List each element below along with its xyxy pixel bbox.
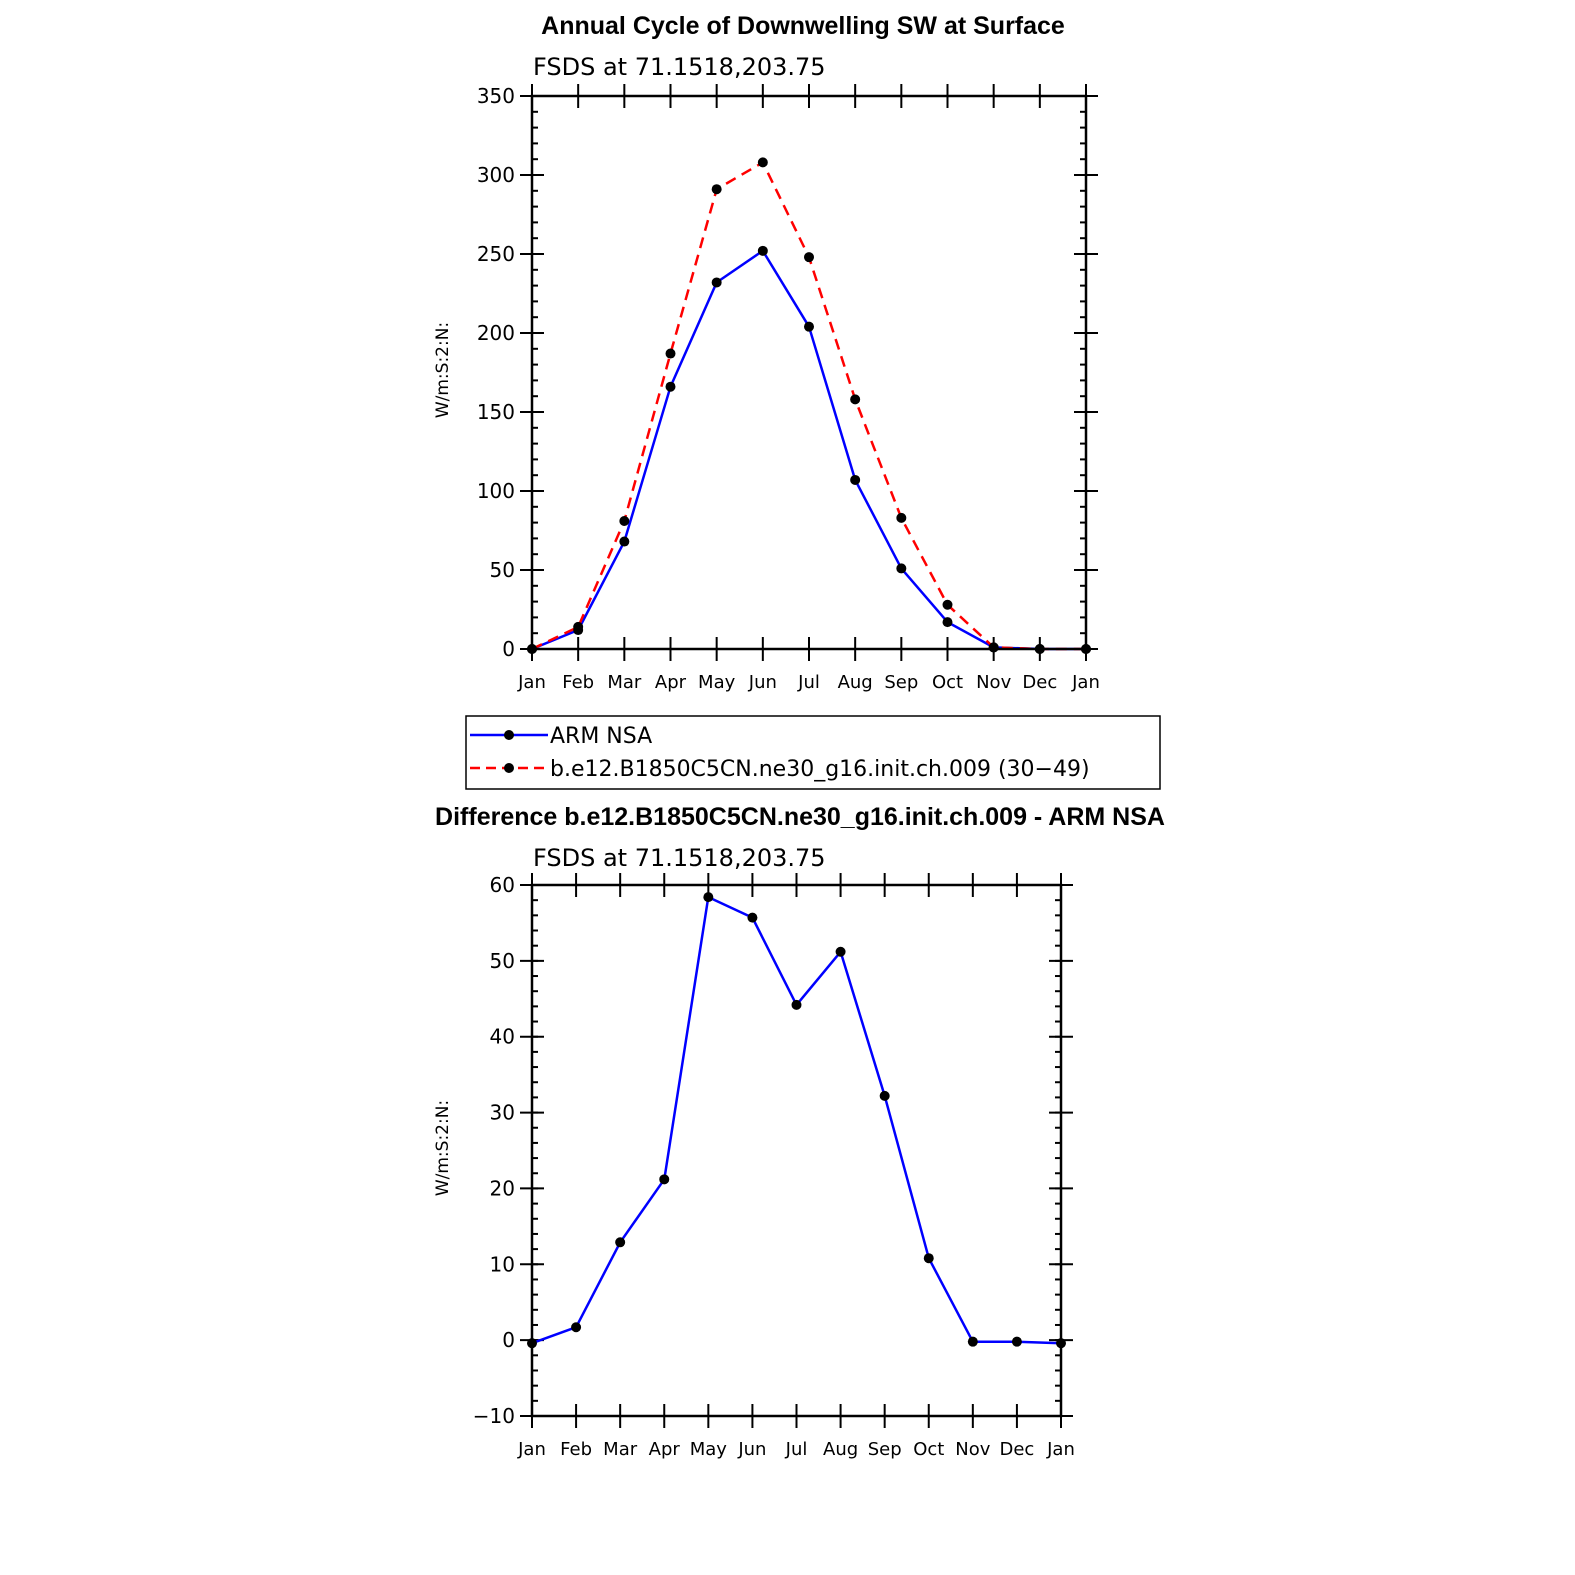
x-tick-label: Sep	[867, 1439, 902, 1460]
x-tick-label: Apr	[654, 672, 687, 693]
x-tick-label: Dec	[999, 1439, 1035, 1460]
x-tick-label: Jan	[518, 672, 546, 693]
x-tick-label: Jun	[738, 1439, 767, 1460]
legend-label-arm: ARM NSA	[550, 724, 653, 749]
annual-cycle-chart	[433, 12, 1100, 693]
chart1-subtitle: FSDS at 71.1518,203.75	[533, 53, 826, 81]
x-tick-label: Feb	[562, 672, 595, 693]
x-tick-label: Jul	[785, 1439, 808, 1460]
x-tick-label: Mar	[603, 1439, 638, 1460]
y-tick-label: 150	[476, 400, 515, 424]
series-line	[532, 251, 1086, 649]
data-point	[1012, 1337, 1022, 1347]
chart2-x-tick-labels	[517, 1439, 1075, 1460]
data-point	[943, 617, 953, 627]
data-point	[896, 563, 906, 573]
x-tick-label: Nov	[976, 672, 1012, 693]
data-point	[758, 246, 768, 256]
data-point	[712, 277, 722, 287]
data-point	[968, 1337, 978, 1347]
data-point	[666, 382, 676, 392]
data-point	[896, 513, 906, 523]
legend-model-marker	[504, 763, 514, 773]
data-point	[573, 622, 583, 632]
data-point	[850, 394, 860, 404]
chart2-subtitle: FSDS at 71.1518,203.75	[533, 844, 826, 872]
x-tick-label: Nov	[955, 1439, 991, 1460]
chart1-series	[527, 157, 1091, 654]
chart1-plot-frame	[532, 96, 1086, 649]
y-tick-label: 50	[489, 558, 515, 582]
y-tick-label: −10	[472, 1404, 515, 1428]
data-point	[747, 913, 757, 923]
data-point	[619, 537, 629, 547]
y-tick-label: 350	[476, 84, 515, 108]
x-tick-label: Mar	[607, 672, 642, 693]
chart2-axes	[520, 873, 1073, 1428]
x-tick-label: Jul	[798, 672, 820, 693]
x-tick-label: Dec	[1022, 672, 1058, 693]
data-point	[804, 322, 814, 332]
y-tick-label: 40	[489, 1024, 515, 1049]
y-tick-label: 250	[476, 242, 515, 266]
y-tick-label: 0	[502, 637, 515, 661]
chart1-title: Annual Cycle of Downwelling SW at Surface	[541, 12, 1065, 40]
x-tick-label: Oct	[913, 1439, 945, 1460]
data-point	[804, 252, 814, 262]
legend	[466, 716, 1160, 789]
y-tick-label: 30	[489, 1100, 515, 1125]
y-tick-label: 300	[476, 163, 515, 187]
difference-chart	[433, 803, 1165, 1460]
chart1-x-tick-labels	[517, 672, 1100, 693]
data-point	[619, 516, 629, 526]
data-point	[836, 947, 846, 957]
y-tick-label: 0	[502, 1328, 515, 1353]
data-point	[880, 1091, 890, 1101]
chart1-y-tick-labels	[477, 84, 515, 661]
y-tick-label: 200	[476, 321, 515, 345]
chart1-y-axis-label: W/m:S:2:N:	[433, 321, 453, 419]
x-tick-label: May	[689, 1439, 727, 1460]
x-tick-label: Apr	[648, 1439, 680, 1460]
legend-arm-marker	[504, 730, 514, 740]
data-point	[659, 1174, 669, 1184]
chart2-series	[527, 892, 1066, 1348]
series-line	[532, 162, 1086, 649]
data-point	[792, 1000, 802, 1010]
x-tick-label: Jan	[518, 1439, 546, 1460]
data-point	[924, 1253, 934, 1263]
x-tick-label: Aug	[823, 1439, 859, 1460]
chart2-y-axis-label: W/m:S:2:N:	[433, 1099, 453, 1197]
x-tick-label: Jan	[1047, 1439, 1075, 1460]
chart2-title: Difference b.e12.B1850C5CN.ne30_g16.init.ch.009 - ARM NSA	[435, 803, 1165, 831]
data-point	[989, 642, 999, 652]
x-tick-label: Oct	[931, 672, 964, 693]
data-point	[703, 892, 713, 902]
x-tick-label: Aug	[837, 672, 873, 693]
chart2-plot-frame	[532, 885, 1061, 1416]
data-point	[712, 184, 722, 194]
y-tick-label: 100	[476, 479, 515, 503]
x-tick-label: May	[698, 672, 736, 693]
data-point	[758, 157, 768, 167]
y-tick-label: 20	[489, 1176, 515, 1201]
x-tick-label: Sep	[884, 672, 919, 693]
data-point	[571, 1322, 581, 1332]
data-point	[666, 349, 676, 359]
data-point	[850, 475, 860, 485]
y-tick-label: 10	[489, 1252, 515, 1277]
data-point	[943, 600, 953, 610]
x-tick-label: Jun	[748, 672, 777, 693]
x-tick-label: Feb	[560, 1439, 593, 1460]
data-point	[615, 1237, 625, 1247]
x-tick-label: Jan	[1072, 672, 1100, 693]
series-line	[532, 897, 1061, 1343]
chart2-y-tick-labels	[473, 873, 515, 1428]
y-tick-label: 60	[489, 873, 515, 897]
legend-label-model: b.e12.B1850C5CN.ne30_g16.init.ch.009 (30−49)	[550, 757, 1090, 782]
y-tick-label: 50	[489, 948, 515, 973]
